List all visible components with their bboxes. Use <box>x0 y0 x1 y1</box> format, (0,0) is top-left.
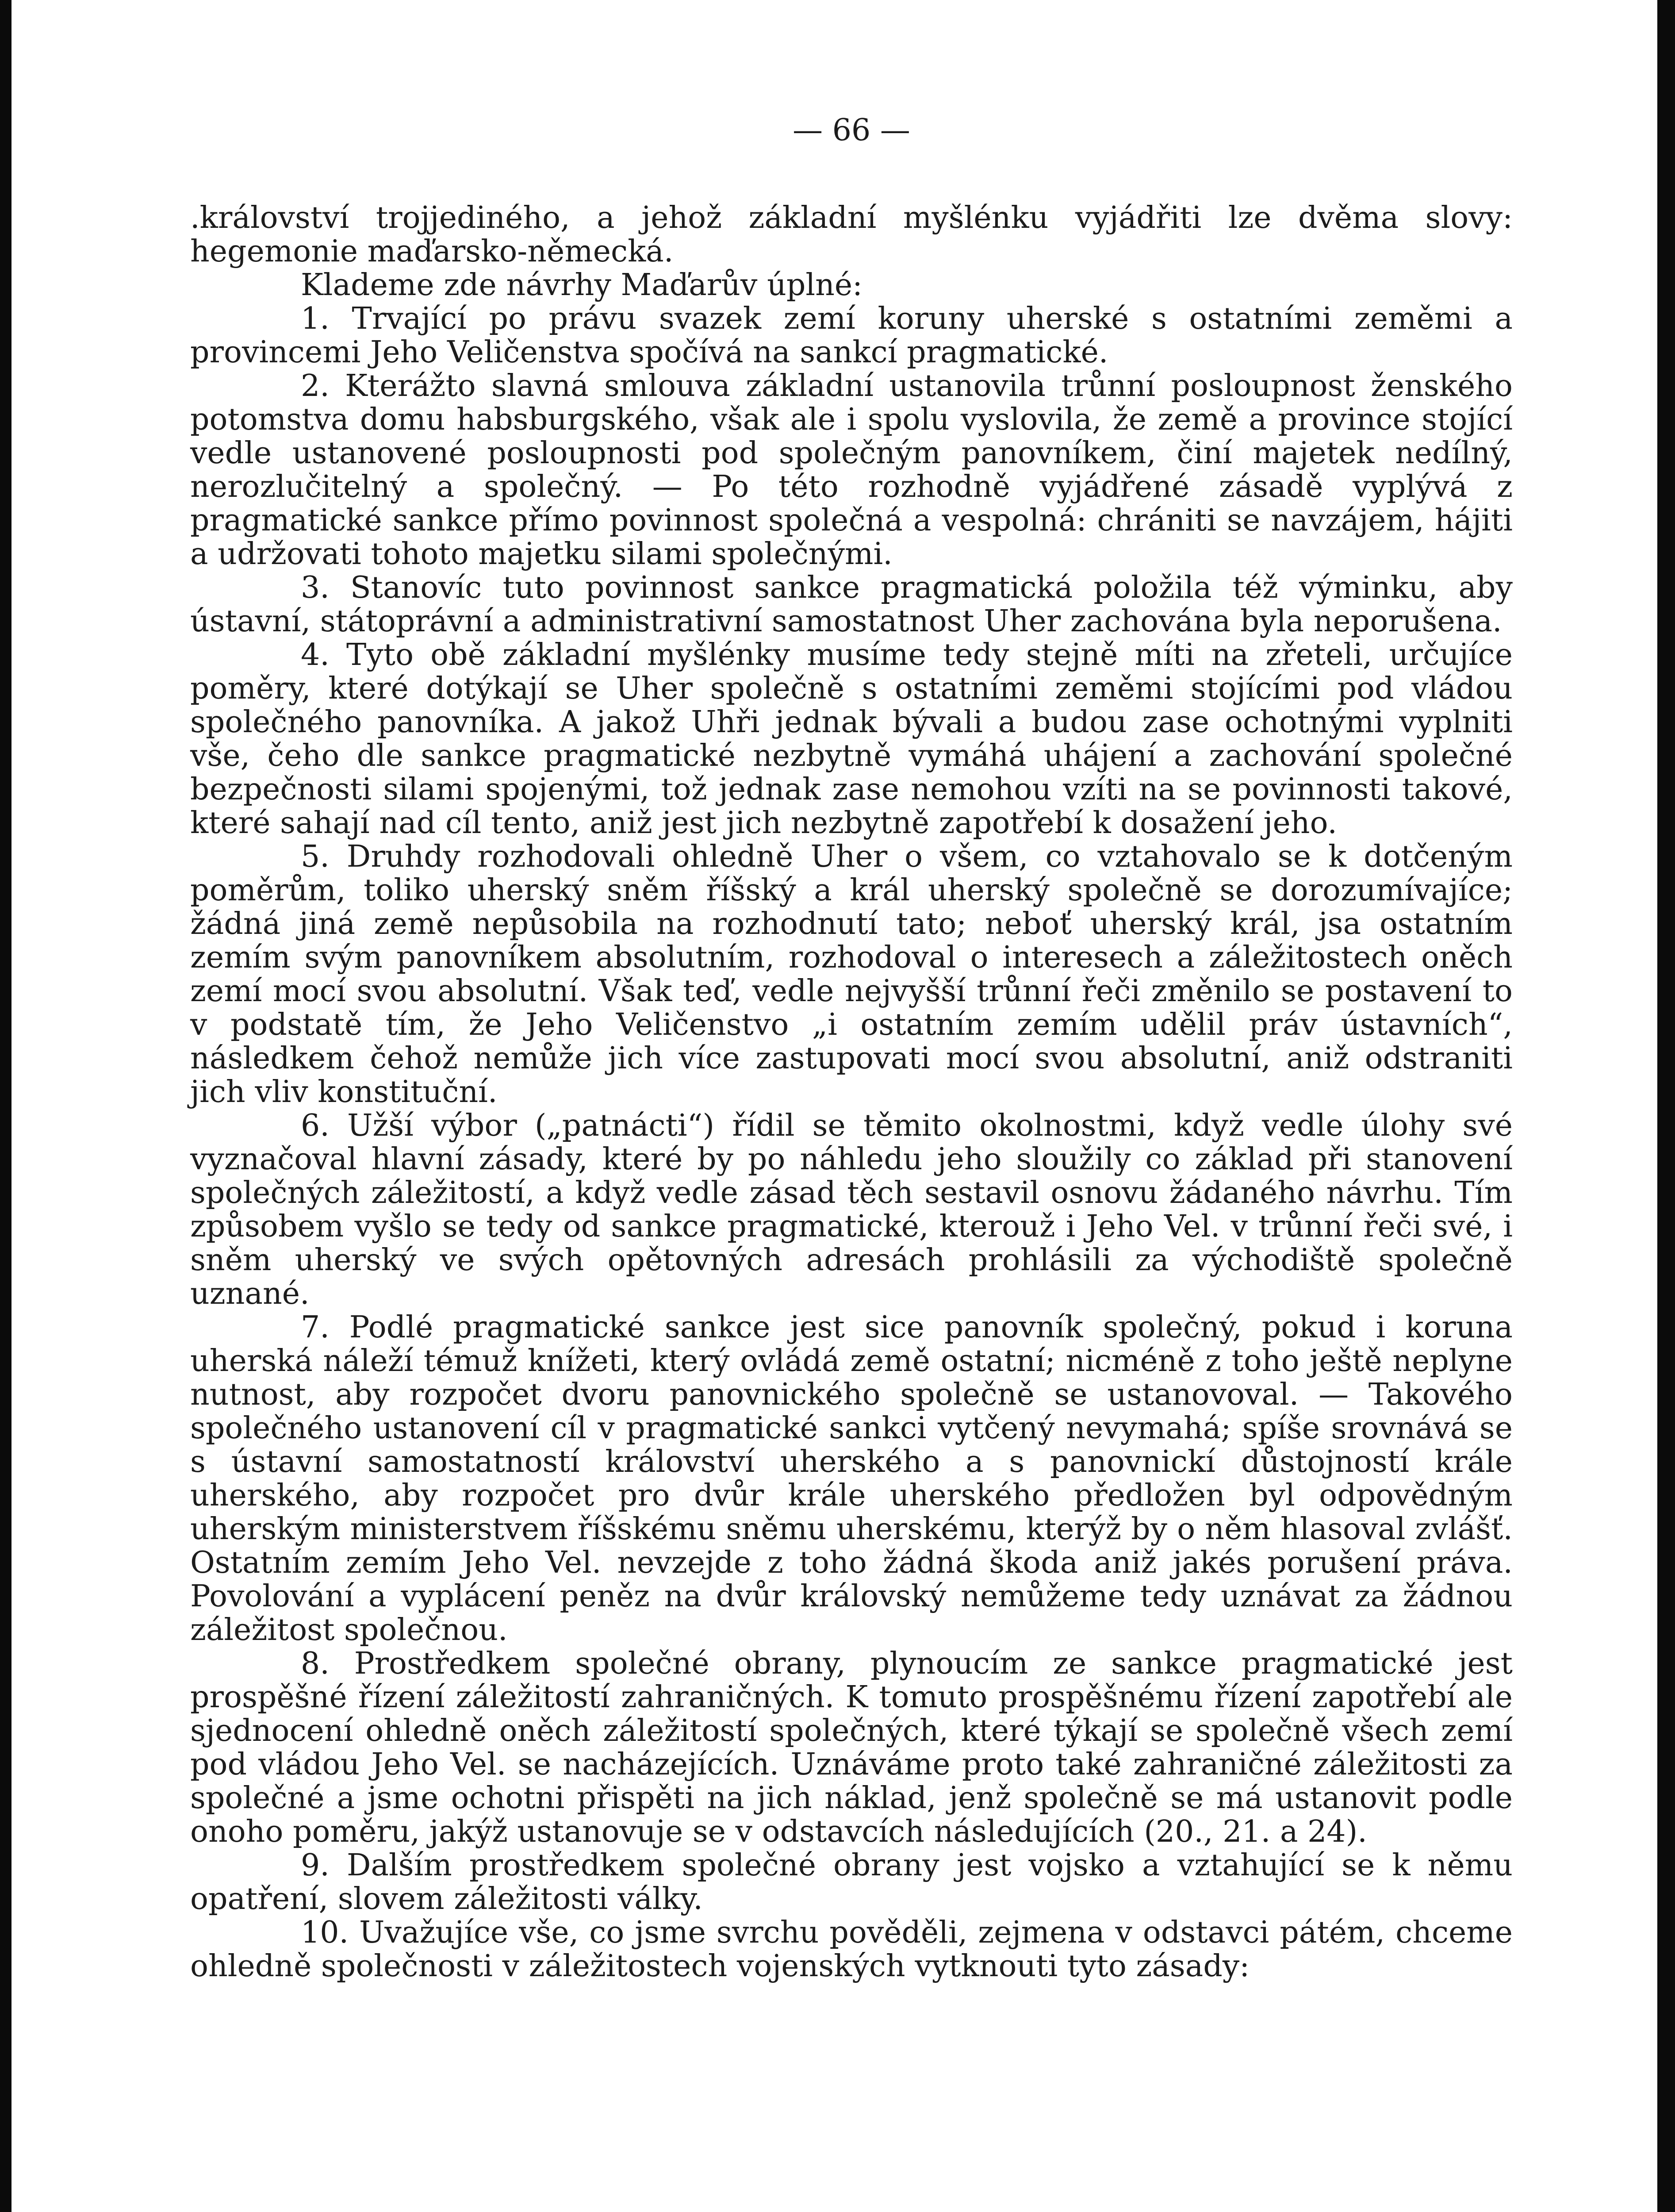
paragraph-continuation: .království trojjediného, a jehož základní myšlénku vyjádřiti lze dvěma slovy: hegemonie maďarsko-německá. <box>190 200 1513 269</box>
paragraph-9: 9. Dalším prostředkem společné obrany jest vojsko a vztahující se k němu opatření, slovem záležitosti války. <box>190 1848 1513 1916</box>
paragraph-intro: Klademe zde návrhy Maďarův úplné: <box>301 268 863 303</box>
paragraph-5: 5. Druhdy rozhodovali ohledně Uher o všem, co vztahovalo se k dotčeným poměrům, toliko uherský sněm říšský a král uherský společně se dorozumívajíce; žádná jiná země nepůsobila na rozhodnutí tato; neboť uherský král, jsa ostatním zemím svým panovníkem absolutním, rozhodoval o interesech a záležitostech oněch zemí mocí svou absolutní. Však teď, vedle nejvyšší trůnní řeči změnilo se postavení to v podstatě tím, že Jeho Veličenstvo „i ostatním zemím udělil práv ústavních“, následkem čehož nemůže jich více zastupovati mocí svou absolutní, aniž odstraniti jich vliv konstituční. <box>190 839 1513 1110</box>
paragraph-3: 3. Stanovíc tuto povinnost sankce pragmatická položila též výminku, aby ústavní, státoprávní a administrativní samostatnost Uher zachována byla neporušena. <box>190 570 1513 639</box>
scan-border-right <box>1657 0 1675 2212</box>
paragraph-2: 2. Kterážto slavná smlouva základní ustanovila trůnní posloupnost ženského potomstva domu habsburgského, však ale i spolu vyslovila, že země a province stojící vedle ustanovené posloupnosti pod společným panovníkem, činí majetek nedílný, nerozlučitelný a společný. — Po této rozhodně vyjádřené zásadě vyplývá z pragmatické sankce přímo povinnost společná a vespolná: chrániti se navzájem, hájiti a udržovati tohoto majetku silami společnými. <box>190 369 1513 572</box>
paragraph-1: 1. Trvající po právu svazek zemí koruny uherské s ostatními zeměmi a provincemi Jeho Veličenstva spočívá na sankcí pragmatické. <box>190 301 1513 370</box>
paragraph-7: 7. Podlé pragmatické sankce jest sice panovník společný, pokud i koruna uherská náleží témuž knížeti, který ovládá země ostatní; nicméně z toho ještě neplyne nutnost, aby rozpočet dvoru panovnického společně se ustanovoval. — Takového společného ustanovení cíl v pragmatické sankci vytčený nevymahá; spíše srovnává se s ústavní samostatností království uherského a s panovnickí důstojností krále uherského, aby rozpočet pro dvůr krále uherského předložen byl odpovědným uherským ministerstvem říšskému sněmu uherskému, kterýž by o něm hlasoval zvlášť. Ostatním zemím Jeho Vel. nevzejde z toho žádná škoda aniž jakés porušení práva. Povolování a vyplácení peněz na dvůr královský nemůžeme tedy uznávat za žádnou záležitost společnou. <box>190 1310 1513 1647</box>
page-number: — 66 — <box>793 113 910 148</box>
paragraph-10: 10. Uvažujíce vše, co jsme svrchu pověděli, zejmena v odstavci pátém, chceme ohledně společnosti v záležitostech vojenských vytknouti tyto zásady: <box>190 1915 1513 1984</box>
scan-border-left <box>0 0 11 2212</box>
document-page <box>190 113 1513 1983</box>
paragraph-4: 4. Tyto obě základní myšlénky musíme tedy stejně míti na zřeteli, určujíce poměry, které dotýkají se Uher společně s ostatními zeměmi stojícími pod vládou společného panovníka. A jakož Uhři jednak bývali a budou zase ochotnými vyplniti vše, čeho dle sankce pragmatické nezbytně vymáhá uhájení a zachování společné bezpečnosti silami spojenými, tož jednak zase nemohou vzíti na se povinnosti takové, které sahají nad cíl tento, aniž jest jich nezbytně zapotřebí k dosažení jeho. <box>190 637 1513 841</box>
paragraph-6: 6. Užší výbor („patnácti“) řídil se těmito okolnostmi, když vedle úlohy své vyznačoval hlavní zásady, které by po náhledu jeho sloužily co základ při stanovení společných záležitostí, a když vedle zásad těch sestavil osnovu žádaného návrhu. Tím způsobem vyšlo se tedy od sankce pragmatické, kterouž i Jeho Vel. v trůnní řeči své, i sněm uherský ve svých opětovných adresách prohlásili za východiště společně uznané. <box>190 1108 1513 1311</box>
paragraph-8: 8. Prostředkem společné obrany, plynoucím ze sankce pragmatické jest prospěšné řízení záležitostí zahraničných. K tomuto prospěšnému řízení zapotřebí ale sjednocení ohledně oněch záležitostí společných, které týkají se společně všech zemí pod vládou Jeho Vel. se nacházejících. Uznáváme proto také zahraničné záležitosti za společné a jsme ochotni přispěti na jich náklad, jenž společně se má ustanovit podle onoho poměru, jakýž ustanovuje se v odstavcích následujících (20., 21. a 24). <box>190 1646 1513 1849</box>
